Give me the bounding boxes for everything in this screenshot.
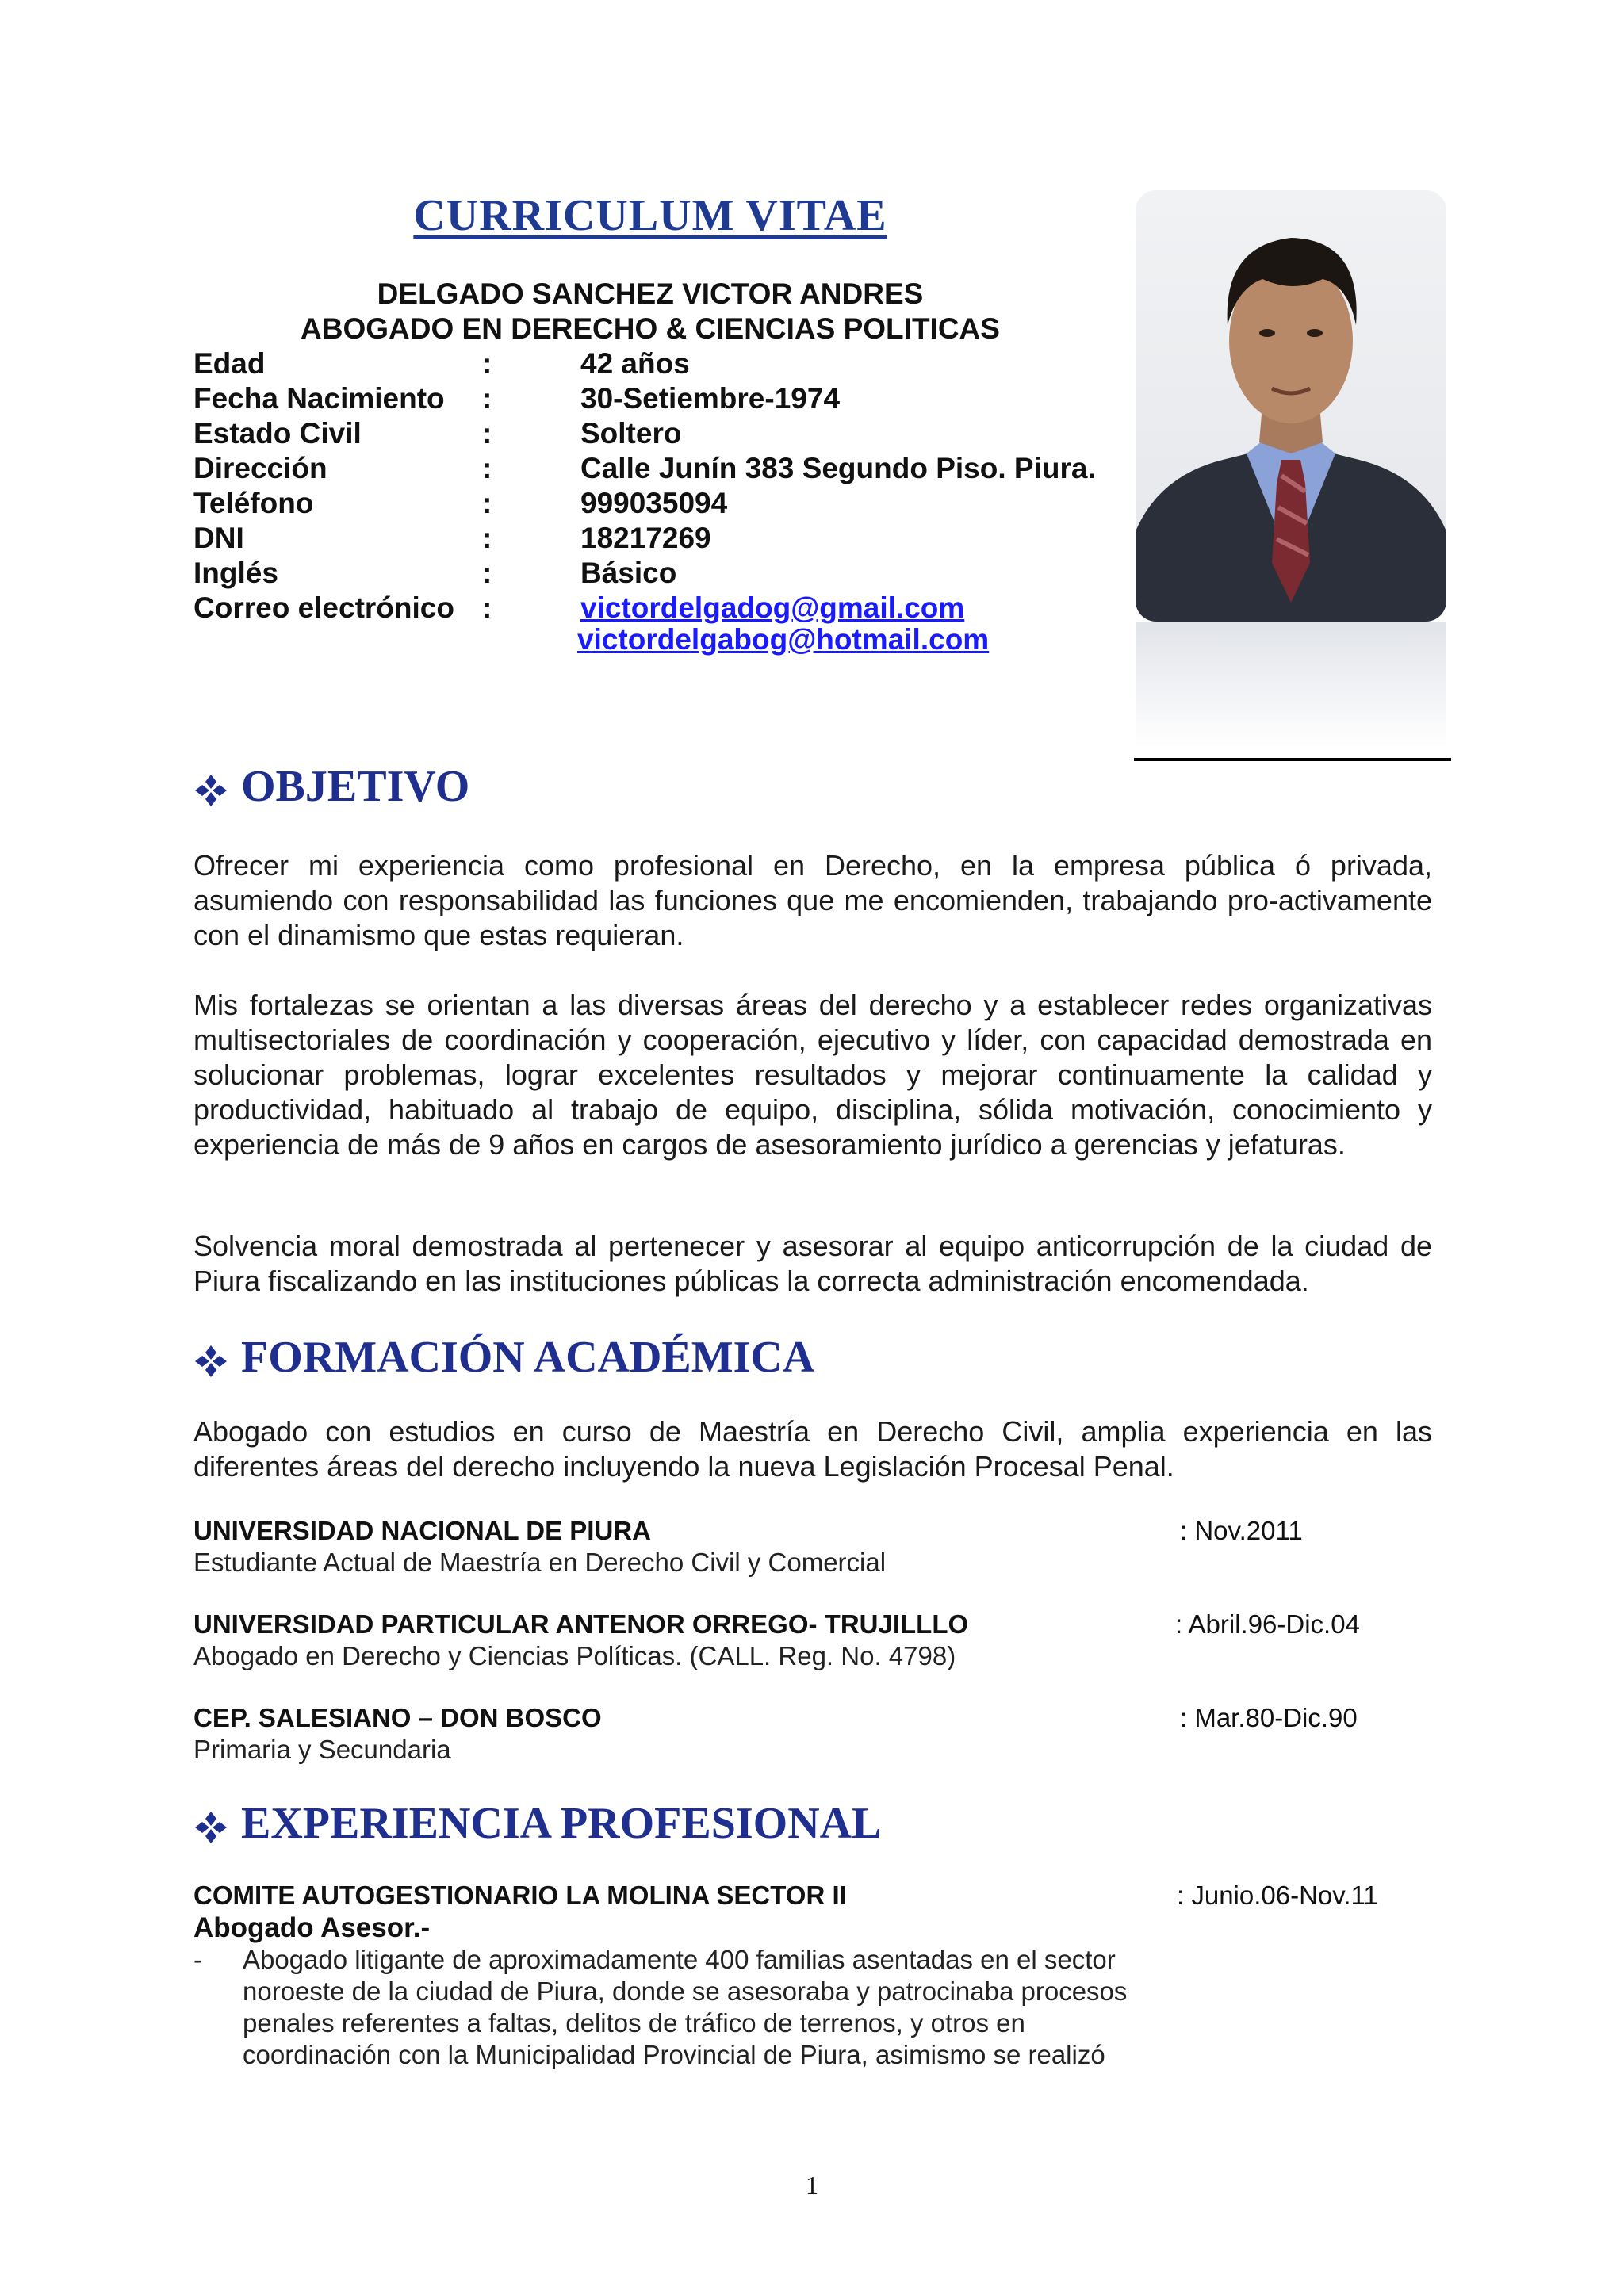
- info-colon: :: [482, 487, 492, 519]
- info-label: Fecha Nacimiento: [193, 382, 445, 415]
- experience-role: Abogado Asesor.-: [193, 1912, 431, 1943]
- info-value: Soltero: [580, 417, 682, 450]
- section-heading-objetivo: [193, 761, 469, 812]
- page-title: CURRICULUM VITAE: [413, 191, 887, 240]
- section-heading-experiencia: [193, 1798, 881, 1849]
- education-detail: Primaria y Secundaria: [193, 1735, 451, 1764]
- education-institution: CEP. SALESIANO – DON BOSCO: [193, 1703, 602, 1732]
- info-label: Dirección: [193, 452, 327, 484]
- info-colon: :: [482, 452, 492, 484]
- objetivo-paragraph: Ofrecer mi experiencia como profesional en Derecho, en la empresa pública ó privada, asumiendo con responsabilidad las funciones que me encomienden, trabajando pro-activamente con el dinamismo que estas requieran.: [193, 849, 1432, 951]
- education-detail: Estudiante Actual de Maestría en Derecho Civil y Comercial: [193, 1548, 887, 1577]
- info-colon: :: [482, 417, 492, 450]
- education-date: : Nov.2011: [1180, 1516, 1303, 1545]
- description-line: penales referentes a faltas, delitos de tráfico de terrenos, y otros en: [243, 2008, 1025, 2038]
- candidate-profession: ABOGADO EN DERECHO & CIENCIAS POLITICAS: [301, 312, 1000, 345]
- info-value: 18217269: [580, 522, 711, 554]
- dash-bullet-icon: -: [193, 1945, 202, 1974]
- photo-divider-line: [1134, 758, 1451, 761]
- info-value: 999035094: [580, 487, 728, 519]
- info-colon: :: [482, 557, 492, 589]
- info-value: Calle Junín 383 Segundo Piso. Piura.: [580, 452, 1096, 484]
- section-heading-text: FORMACIÓN ACADÉMICA: [241, 1333, 815, 1382]
- experience-date: : Junio.06-Nov.11: [1177, 1881, 1378, 1910]
- description-line: coordinación con la Municipalidad Provincial de Piura, asimismo se realizó: [243, 2040, 1105, 2069]
- info-value: 42 años: [580, 347, 690, 380]
- education-detail: Abogado en Derecho y Ciencias Políticas. (CALL. Reg. No. 4798): [193, 1641, 956, 1670]
- info-value: 30-Setiembre-1974: [580, 382, 841, 415]
- section-heading-formacion: [193, 1332, 814, 1383]
- profile-photo-illustration: [1136, 190, 1446, 622]
- info-label: Correo electrónico: [193, 591, 454, 624]
- section-heading-text: OBJETIVO: [241, 762, 470, 811]
- info-colon: :: [482, 591, 492, 624]
- photo-reflection: [1136, 622, 1446, 748]
- diamond-bullet-icon: [193, 773, 228, 808]
- info-label: Estado Civil: [193, 417, 362, 450]
- education-institution: UNIVERSIDAD PARTICULAR ANTENOR ORREGO- TRUJILLLO: [193, 1609, 969, 1639]
- diamond-bullet-icon: [193, 1344, 228, 1379]
- email-link-gmail[interactable]: victordelgadog@gmail.com: [580, 591, 965, 624]
- profile-photo: [1136, 190, 1446, 622]
- info-label: Inglés: [193, 557, 278, 589]
- formacion-intro: Abogado con estudios en curso de Maestría en Derecho Civil, amplia experiencia en las diferentes áreas del derecho incluyendo la nueva Legislación Procesal Penal.: [193, 1415, 1432, 1483]
- education-date: : Mar.80-Dic.90: [1180, 1703, 1358, 1732]
- diamond-bullet-icon: [193, 1810, 228, 1845]
- page-number: 1: [806, 2171, 818, 2199]
- email-link-hotmail[interactable]: victordelgabog@hotmail.com: [577, 623, 990, 656]
- info-colon: :: [482, 382, 492, 415]
- candidate-name: DELGADO SANCHEZ VICTOR ANDRES: [377, 277, 924, 310]
- description-line: Abogado litigante de aproximadamente 400 familias asentadas en el sector: [243, 1945, 1116, 1974]
- description-line: noroeste de la ciudad de Piura, donde se asesoraba y patrocinaba procesos: [243, 1976, 1128, 2006]
- objetivo-paragraph: Mis fortalezas se orientan a las diversas áreas del derecho y a establecer redes organizativas multisectoriales de coordinación y cooperación, ejecutivo y líder, con capacidad demostrada en solucionar problemas, lograr excelentes resultados y mejorar continuamente la calidad y productividad, habituado al trabajo de equipo, disciplina, sólida motivación, conocimiento y experiencia de más de 9 años en cargos de asesoramiento jurídico a gerencias y jefaturas.: [193, 989, 1432, 1161]
- info-label: Edad: [193, 347, 266, 380]
- info-colon: :: [482, 347, 492, 380]
- info-value: Básico: [580, 557, 677, 589]
- education-institution: UNIVERSIDAD NACIONAL DE PIURA: [193, 1516, 651, 1545]
- info-colon: :: [482, 522, 492, 554]
- experience-organization: COMITE AUTOGESTIONARIO LA MOLINA SECTOR II: [193, 1881, 847, 1910]
- info-label: DNI: [193, 522, 244, 554]
- education-date: : Abril.96-Dic.04: [1175, 1609, 1360, 1639]
- objetivo-paragraph: Solvencia moral demostrada al pertenecer y asesorar al equipo anticorrupción de la ciudad de Piura fiscalizando en las instituciones públicas la correcta administración encomendada.: [193, 1230, 1432, 1297]
- section-heading-text: EXPERIENCIA PROFESIONAL: [241, 1799, 882, 1848]
- info-label: Teléfono: [193, 487, 314, 519]
- experience-description: [243, 1944, 1194, 2071]
